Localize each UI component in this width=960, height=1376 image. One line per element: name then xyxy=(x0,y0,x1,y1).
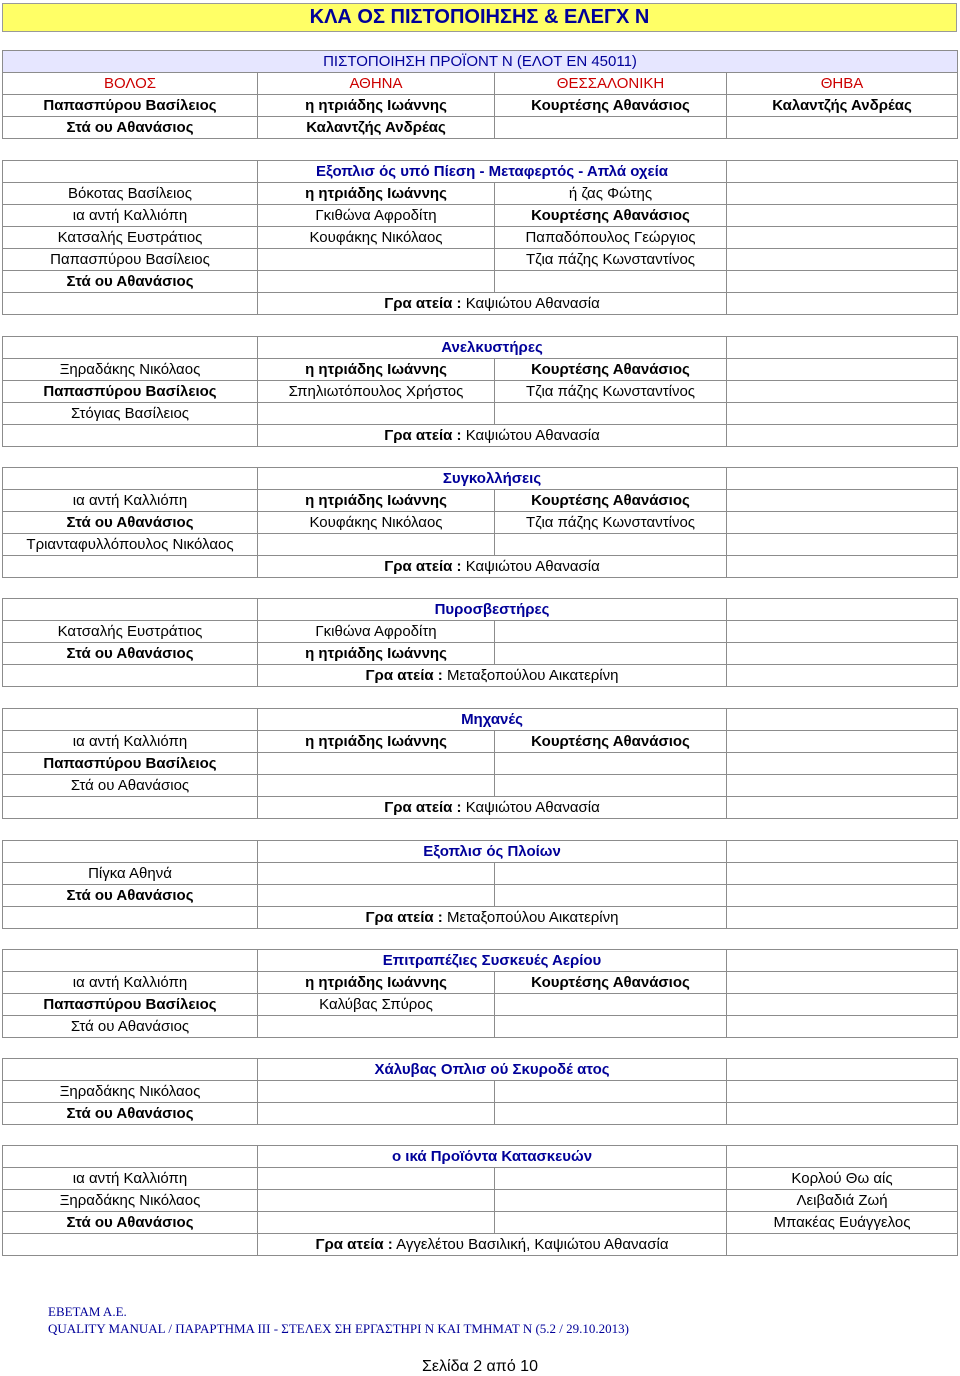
person-name: Στά ου Αθανάσιος xyxy=(3,117,258,139)
person-name: Τριανταφυλλόπουλος Νικόλαος xyxy=(3,534,258,556)
city-athina: ΑΘΗΝΑ xyxy=(258,73,495,95)
person-name: Παπασπύρου Βασίλειος xyxy=(3,753,258,775)
person-name: ια αντή Καλλιόπη xyxy=(3,1168,258,1190)
person-name: η ητριάδης Ιωάννης xyxy=(258,643,495,665)
person-name: Στά ου Αθανάσιος xyxy=(3,775,258,797)
person-name: η ητριάδης Ιωάννης xyxy=(258,183,495,205)
city-volos: ΒΟΛΟΣ xyxy=(3,73,258,95)
person-name: Κουφάκης Νικόλαος xyxy=(258,512,495,534)
person-name: Ξηραδάκης Νικόλαος xyxy=(3,359,258,381)
person-name: Κουρτέσης Αθανάσιος xyxy=(495,972,727,994)
secretary-name: Καψιώτου Αθανασία xyxy=(465,798,600,816)
secretary-name: Μεταξοπούλου Αικατερίνη xyxy=(446,666,619,684)
secretary-name: Αγγελέτου Βασιλική, Καψιώτου Αθανασία xyxy=(396,1235,669,1253)
person-name: Παπασπύρου Βασίλειος xyxy=(3,95,258,117)
person-name: Στά ου Αθανάσιος xyxy=(3,643,258,665)
person-name: Βόκοτας Βασίλειος xyxy=(3,183,258,205)
person-name: Στά ου Αθανάσιος xyxy=(3,512,258,534)
secretary-row xyxy=(258,293,727,315)
secretary-label: Γρα ατεία : xyxy=(315,1235,393,1253)
section-gas-appliances xyxy=(2,949,957,1038)
person-name: Καλαντζής Ανδρέας xyxy=(727,95,958,117)
secretary-label: Γρα ατεία : xyxy=(365,666,443,684)
section-reinforcing-steel xyxy=(2,1058,957,1125)
secretary-label: Γρα ατεία : xyxy=(365,908,443,926)
section-construction-products xyxy=(2,1145,957,1256)
section-machinery xyxy=(2,708,957,819)
section-title: Πυροσβεστήρες xyxy=(258,599,727,621)
page-number: Σελίδα 2 από 10 xyxy=(422,1358,538,1375)
section-welding xyxy=(2,467,957,578)
person-name: Κατσαλής Ευστράτιος xyxy=(3,227,258,249)
person-name: ια αντή Καλλιόπη xyxy=(3,490,258,512)
person-name: η ητριάδης Ιωάννης xyxy=(258,731,495,753)
person-name: Λειβαδιά Ζωή xyxy=(727,1190,958,1212)
person-name: Στά ου Αθανάσιος xyxy=(3,1103,258,1125)
person-name: η ητριάδης Ιωάννης xyxy=(258,95,495,117)
person-name: η ητριάδης Ιωάννης xyxy=(258,972,495,994)
person-name: Κουρτέσης Αθανάσιος xyxy=(495,359,727,381)
person-name: Κουρτέσης Αθανάσιος xyxy=(495,490,727,512)
section-title: Εξοπλισ ός Πλοίων xyxy=(258,841,727,863)
secretary-label: Γρα ατεία : xyxy=(384,294,462,312)
person-name: Γκιθώνα Αφροδίτη xyxy=(258,205,495,227)
footer-company: ΕΒΕΤΑΜ Α.Ε. xyxy=(48,1304,127,1319)
secretary-name: Μεταξοπούλου Αικατερίνη xyxy=(446,908,619,926)
section-title: Συγκολλήσεις xyxy=(258,468,727,490)
footer xyxy=(48,1303,948,1337)
person-name: Παπαδόπουλος Γεώργιος xyxy=(495,227,727,249)
section-title: Ανελκυστήρες xyxy=(258,337,727,359)
person-name: Παπασπύρου Βασίλειος xyxy=(3,994,258,1016)
person-name: Γκιθώνα Αφροδίτη xyxy=(258,621,495,643)
section-title: ο ικά Προϊόντα Κατασκευών xyxy=(258,1146,727,1168)
person-name: Παπασπύρου Βασίλειος xyxy=(3,381,258,403)
secretary-label: Γρα ατεία : xyxy=(384,426,462,444)
section-title: Μηχανές xyxy=(258,709,727,731)
person-name: Τζια πάζης Κωνσταντίνος xyxy=(495,249,727,271)
secretary-name: Καψιώτου Αθανασία xyxy=(465,557,600,575)
person-name: ή ζας Φώτης xyxy=(495,183,727,205)
person-name: η ητριάδης Ιωάννης xyxy=(258,490,495,512)
person-name: ια αντή Καλλιόπη xyxy=(3,205,258,227)
person-name: Παπασπύρου Βασίλειος xyxy=(3,249,258,271)
secretary-label: Γρα ατεία : xyxy=(384,557,462,575)
person-name: ια αντή Καλλιόπη xyxy=(3,731,258,753)
page-title: ΚΛΑ ΟΣ ΠΙΣΤΟΠΟΙΗΣΗΣ & ΕΛΕΓΧ Ν xyxy=(2,3,957,32)
person-name: ια αντή Καλλιόπη xyxy=(3,972,258,994)
person-name: Κουφάκης Νικόλαος xyxy=(258,227,495,249)
section-elevators xyxy=(2,336,957,447)
city-thessaloniki: ΘΕΣΣΑΛΟΝΙΚΗ xyxy=(495,73,727,95)
person-name: Κουρτέσης Αθανάσιος xyxy=(495,205,727,227)
footer-manual: QUALITY MANUAL / ΠΑΡΑΡΤΗΜΑ ΙΙΙ - ΣΤΕΛΕΧ ΣΗ ΕΡΓΑΣΤΗΡΙ Ν ΚΑΙ ΤΜΗΜΑΤ Ν (5.2 / 29.10.2013) xyxy=(48,1321,629,1336)
person-name: Ξηραδάκης Νικόλαος xyxy=(3,1081,258,1103)
person-name: Κατσαλής Ευστράτιος xyxy=(3,621,258,643)
person-name: Κορλού Θω αίς xyxy=(727,1168,958,1190)
city-thiva: ΘΗΒΑ xyxy=(727,73,958,95)
certification-section xyxy=(2,50,957,139)
section-title: Εξοπλισ ός υπό Πίεση - Μεταφερτός - Απλά οχεία xyxy=(258,161,727,183)
person-name: Καλαντζής Ανδρέας xyxy=(258,117,495,139)
section-title: Επιτραπέζιες Συσκευές Αερίου xyxy=(258,950,727,972)
section-title: Χάλυβας Οπλισ ού Σκυροδέ ατος xyxy=(258,1059,727,1081)
person-name: Κουρτέσης Αθανάσιος xyxy=(495,95,727,117)
person-name: η ητριάδης Ιωάννης xyxy=(258,359,495,381)
secretary-label: Γρα ατεία : xyxy=(384,798,462,816)
person-name: Στά ου Αθανάσιος xyxy=(3,885,258,907)
certification-header: ΠΙΣΤΟΠΟΙΗΣΗ ΠΡΟΪΟΝΤ Ν (ΕΛΟΤ ΕΝ 45011) xyxy=(3,51,958,73)
section-pressure-equipment xyxy=(2,160,957,315)
person-name: Σπηλιωτόπουλος Χρήστος xyxy=(258,381,495,403)
person-name: Ξηραδάκης Νικόλαος xyxy=(3,1190,258,1212)
person-name: Στά ου Αθανάσιος xyxy=(3,1212,258,1234)
empty-cell xyxy=(495,117,727,139)
empty-cell xyxy=(727,117,958,139)
secretary-name: Καψιώτου Αθανασία xyxy=(465,294,600,312)
person-name: Καλύβας Σπύρος xyxy=(258,994,495,1016)
person-name: Κουρτέσης Αθανάσιος xyxy=(495,731,727,753)
person-name: Στά ου Αθανάσιος xyxy=(3,271,258,293)
person-name: Πίγκα Αθηνά xyxy=(3,863,258,885)
person-name: Μπακέας Ευάγγελος xyxy=(727,1212,958,1234)
person-name: Στόγιας Βασίλειος xyxy=(3,403,258,425)
secretary-name: Καψιώτου Αθανασία xyxy=(465,426,600,444)
section-fire-extinguishers xyxy=(2,598,957,687)
person-name: Τζια πάζης Κωνσταντίνος xyxy=(495,512,727,534)
section-marine-equipment xyxy=(2,840,957,929)
person-name: Στά ου Αθανάσιος xyxy=(3,1016,258,1038)
person-name: Τζια πάζης Κωνσταντίνος xyxy=(495,381,727,403)
